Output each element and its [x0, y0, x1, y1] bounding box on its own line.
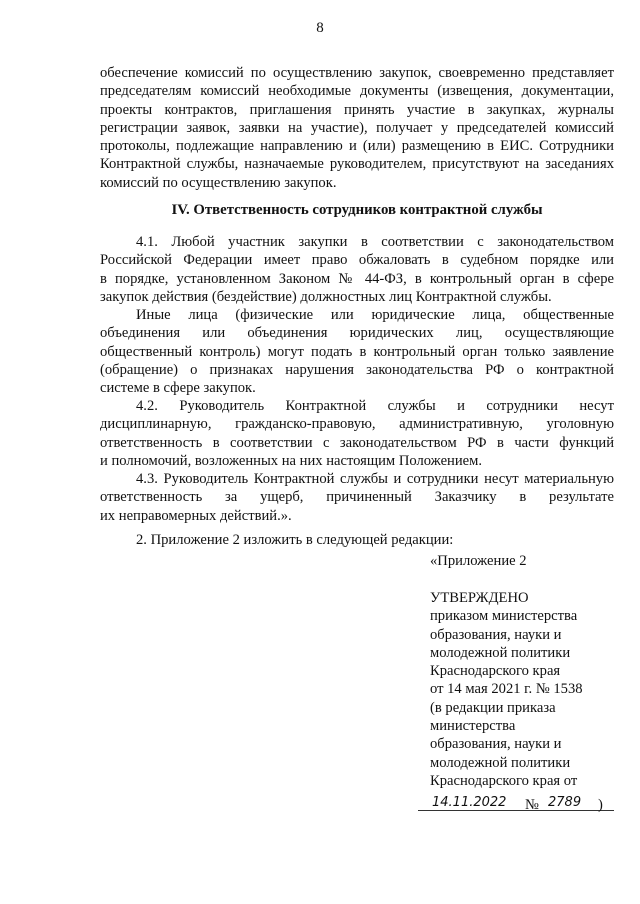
- paragraph-2: [100, 531, 614, 549]
- page-number: 8: [316, 20, 324, 36]
- p41b-line: общественный контроль) могут подать в контрольный орган только заявление: [100, 343, 614, 360]
- p41-line: закупок действия (бездействие) должностных лиц Контрактной службы.: [100, 288, 552, 305]
- approval-line: Краснодарского края: [430, 663, 561, 680]
- intro-line: обеспечение комиссий по осуществлению закупок, своевременно представляет: [100, 65, 614, 81]
- number-sign: №: [525, 797, 539, 813]
- approval-line: от 14 мая 2021 г. № 1538: [430, 681, 583, 698]
- p41b-line: объединения или объединения юридических лиц, осуществляющие: [100, 325, 614, 342]
- p41b-line: системе в сфере закупок.: [100, 380, 256, 397]
- approval-line: приказом министерства: [430, 608, 578, 625]
- section-heading: IV. Ответственность сотрудников контрактной службы: [171, 202, 543, 218]
- approval-line: молодежной политики: [430, 644, 571, 661]
- paragraph-4-2: [100, 397, 614, 470]
- p41-line: Российской Федерации имеет право обжаловать в судебном порядке или: [100, 252, 614, 269]
- intro-line: Контрактной службы, назначаемые руководителем, присутствуют на заседаниях: [100, 156, 614, 173]
- intro-line: регистрации заявок, заявки на участие), получает у председателей комиссий: [100, 119, 614, 136]
- p41-line: 4.1. Любой участник закупки в соответствии с законодательством: [136, 234, 614, 250]
- intro-line: протоколы, подлежащие направлению и (или) размещению в ЕИС. Сотрудники: [100, 138, 614, 155]
- appendix-label: «Приложение 2: [430, 553, 527, 569]
- handwritten-number: 2789: [548, 795, 582, 810]
- p42-line: дисциплинарную, гражданско-правовую, административную, уголовную: [100, 416, 614, 433]
- paragraph-4-3: [100, 470, 614, 525]
- intro-line: председателям комиссий необходимые документы (извещения, документации,: [100, 83, 614, 100]
- p43-line: 4.3. Руководитель Контрактной службы и сотрудники несут материальную: [136, 471, 614, 487]
- paragraph-other-persons: [100, 306, 614, 397]
- p2-line: 2. Приложение 2 изложить в следующей редакции:: [136, 532, 454, 548]
- p41b-line: Иные лица (физические или юридические лица, общественные: [136, 307, 614, 323]
- intro-line: проекты контрактов, приглашения принять участие в закупках, журналы: [100, 101, 614, 118]
- approval-block: [430, 589, 583, 790]
- handwritten-date: 14.11.2022: [432, 795, 507, 810]
- p43-line: ответственность за ущерб, причиненный Заказчику в результате: [100, 489, 614, 506]
- p42-line: и полномочий, возложенных на них настоящим Положением.: [100, 452, 483, 469]
- approval-line: образования, науки и: [430, 626, 562, 643]
- approval-line: Краснодарского края от: [430, 772, 578, 789]
- intro-line: комиссий по осуществлению закупок.: [100, 174, 337, 191]
- paragraph-4-1: [100, 233, 614, 306]
- approval-line: министерства: [430, 718, 516, 735]
- p41-line: в порядке, установленном Законом № 44-ФЗ, в контрольный орган в сфере: [100, 270, 614, 287]
- intro-paragraph: [100, 64, 614, 192]
- approval-line: молодежной политики: [430, 754, 571, 771]
- p42-line: ответственность в соответствии с законодательством РФ в части функций: [100, 434, 614, 451]
- approval-line: (в редакции приказа: [430, 699, 556, 716]
- p42-line: 4.2. Руководитель Контрактной службы и сотрудники несут: [136, 398, 614, 414]
- p41b-line: (обращение) о признаках нарушения законодательства РФ о контрактной: [100, 361, 614, 378]
- closing-paren: ): [598, 797, 603, 813]
- approval-line: УТВЕРЖДЕНО: [430, 590, 529, 606]
- p43-line: их неправомерных действий.».: [100, 507, 292, 524]
- signature-line: [418, 810, 614, 811]
- approval-line: образования, науки и: [430, 736, 562, 753]
